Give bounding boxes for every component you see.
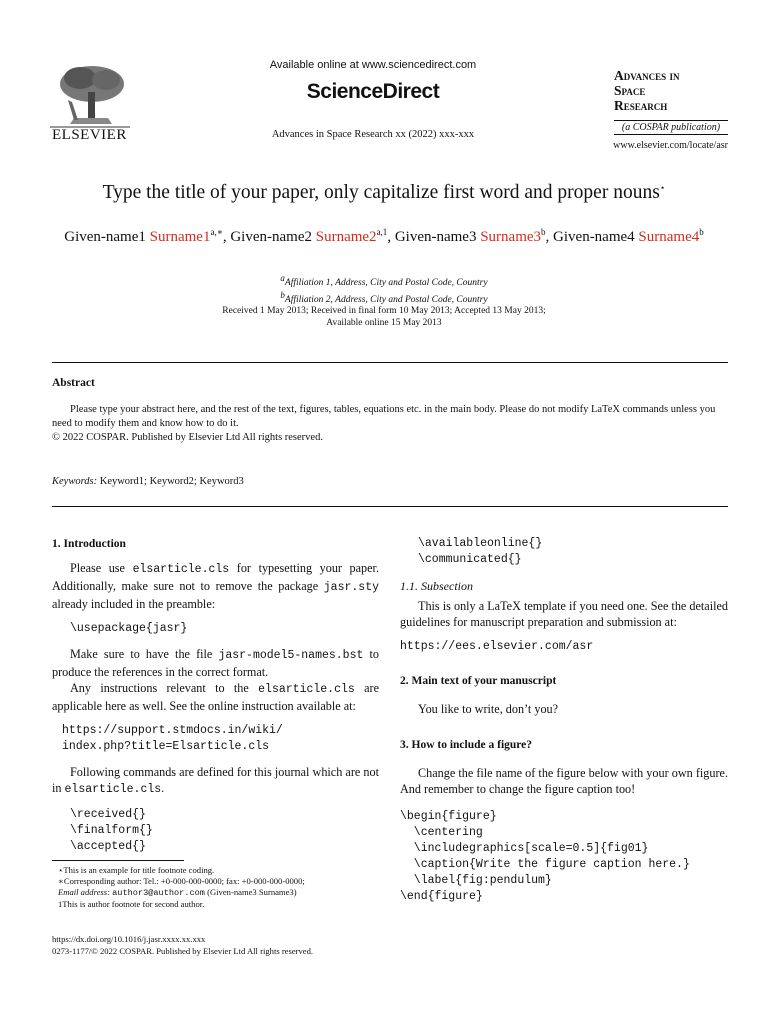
author-separator: , xyxy=(222,229,231,245)
journal-name-line: Research xyxy=(614,98,668,113)
abstract-copyright: © 2022 COSPAR. Published by Elsevier Ltd All rights reserved. xyxy=(52,432,323,443)
author-affil-mark: b xyxy=(699,227,704,237)
author-list xyxy=(60,222,708,247)
paragraph xyxy=(52,560,379,612)
section-heading: 3. How to include a figure? xyxy=(400,739,533,751)
inline-code: elsarticle.cls xyxy=(258,683,355,696)
paragraph xyxy=(52,680,379,714)
abstract-body: Please type your abstract here, and the rest of the text, figures, tables, equations etc. in the main body. Please do not modify LaTeX commands unless you need to modify them and know how to do it. xyxy=(52,404,716,429)
author-affil-mark: b xyxy=(541,227,546,237)
paragraph: This is only a LaTeX template if you need one. See the detailed guidelines for manuscript preparation and submission at: xyxy=(400,599,728,629)
inline-code: jasr.sty xyxy=(323,581,379,594)
journal-volume-line: Advances in Space Research xx (2022) xxx-xxx xyxy=(271,129,475,140)
text: Following commands are defined for this journal which are not in xyxy=(52,765,379,795)
email-owner: (Given-name3 Surname3) xyxy=(204,887,297,897)
section-heading: 2. Main text of your manuscript xyxy=(400,675,557,687)
publisher-wordmark: ELSEVIER xyxy=(52,127,127,143)
inline-code: elsarticle.cls xyxy=(64,783,162,796)
text: for typesetting your paper. Additionally, make sure not to remove the package xyxy=(52,561,379,593)
title-footnote: ⋆This is an example for title footnote coding. xyxy=(58,865,215,875)
code-block: \begin{figure} \centering \includegraphics[scale=0.5]{fig01} \caption{Write the figure caption here.} \label{fig:pendulum} \end{figure} xyxy=(400,810,690,903)
text: Make sure to have the file xyxy=(70,647,219,661)
doi-link[interactable]: https://dx.doi.org/10.1016/j.jasr.xxxx.xx.xxx xyxy=(52,934,206,944)
author-affil-mark: a,∗ xyxy=(210,227,223,237)
keywords-list: Keyword1; Keyword2; Keyword3 xyxy=(99,476,244,487)
text: . xyxy=(161,781,165,795)
abstract-heading: Abstract xyxy=(52,377,95,389)
affiliations xyxy=(100,272,668,306)
author-given-name: Given-name2 xyxy=(230,229,312,245)
email-link[interactable]: author3@author.com xyxy=(112,888,205,898)
affiliation-line xyxy=(100,272,668,289)
author-given-name: Given-name3 xyxy=(394,229,477,245)
text: are applicable here as well. See the online instruction available at: xyxy=(52,681,379,713)
elsevier-tree-logo xyxy=(50,62,130,132)
title-footnote-mark: ⋆ xyxy=(659,182,666,193)
author-affil-mark: a,1 xyxy=(376,227,388,237)
author-surname: Surname1 xyxy=(149,229,211,245)
journal-name xyxy=(614,68,734,113)
code-block: \received{} \finalform{} \accepted{} xyxy=(70,808,153,853)
code-block-url[interactable]: https://ees.elsevier.com/asr xyxy=(400,640,594,653)
affiliation-text: Affiliation 1, Address, City and Postal Code, Country xyxy=(284,278,488,289)
journal-subtitle: (a COSPAR publication) xyxy=(614,120,728,135)
author-footnote: 1This is author footnote for second author. xyxy=(58,899,205,909)
author-surname: Surname2 xyxy=(315,229,377,245)
author-separator: , xyxy=(387,229,395,245)
journal-name-line: Advances in xyxy=(614,68,680,83)
text: Please use xyxy=(70,561,133,575)
corresponding-footnote: ∗Corresponding author: Tel.: +0-000-000-0000; fax: +0-000-000-0000; xyxy=(58,876,305,886)
inline-code: jasr-model5-names.bst xyxy=(218,649,364,662)
author-given-name: Given-name4 xyxy=(553,229,635,245)
article-history xyxy=(100,305,668,329)
author-separator: , xyxy=(545,229,554,245)
available-online-text: Available online at www.sciencedirect.com xyxy=(269,59,477,71)
email-label: Email address: xyxy=(58,887,110,897)
affiliation-text: Affiliation 2, Address, City and Postal Code, Country xyxy=(284,295,488,306)
subsection-heading: 1.1. Subsection xyxy=(400,579,473,593)
code-block-url[interactable]: https://support.stmdocs.in/wiki/ index.php?title=Elsarticle.cls xyxy=(62,724,283,753)
author-surname: Surname4 xyxy=(638,229,700,245)
email-footnote xyxy=(52,887,382,899)
left-column xyxy=(52,536,379,864)
keywords xyxy=(52,476,244,487)
journal-name-line: Space xyxy=(614,83,646,98)
affiliation-line xyxy=(100,289,668,306)
author-given-name: Given-name1 xyxy=(64,229,146,245)
code-block: \availableonline{} \communicated{} xyxy=(418,537,543,566)
code-block: \usepackage{jasr} xyxy=(70,622,188,635)
available-online-date: Available online 15 May 2013 xyxy=(326,318,442,328)
paragraph xyxy=(52,646,379,680)
paragraph xyxy=(52,764,379,798)
paragraph: You like to write, don’t you? xyxy=(418,702,559,716)
section-heading: 1. Introduction xyxy=(52,538,126,550)
affiliation-mark: b xyxy=(280,290,285,301)
text: to produce the references in the correct format. xyxy=(52,647,379,679)
received-dates: Received 1 May 2013; Received in final form 10 May 2013; Accepted 13 May 2013; xyxy=(222,306,546,316)
sciencedirect-logo: ScienceDirect xyxy=(306,80,440,103)
inline-code: elsarticle.cls xyxy=(132,563,230,576)
affiliation-mark: a xyxy=(280,273,285,283)
keywords-label: Keywords: xyxy=(52,476,98,487)
text: Any instructions relevant to the xyxy=(70,681,259,695)
paragraph: Change the file name of the figure below with your own figure. And remember to change the figure caption too! xyxy=(400,766,728,796)
issn-line: 0273-1177/© 2022 COSPAR. Published by Elsevier Ltd All rights reserved. xyxy=(52,945,314,956)
paper-title xyxy=(40,182,728,204)
journal-url[interactable]: www.elsevier.com/locate/asr xyxy=(613,140,728,151)
doi-block xyxy=(52,934,313,957)
footnotes xyxy=(52,865,382,910)
right-column xyxy=(400,536,728,914)
divider xyxy=(52,506,728,507)
text: already included in the preamble: xyxy=(52,597,216,611)
divider xyxy=(52,362,728,363)
author-surname: Surname3 xyxy=(480,229,542,245)
footnote-rule xyxy=(52,860,184,861)
paper-title-text: Type the title of your paper, only capitalize first word and proper nouns xyxy=(102,182,660,203)
